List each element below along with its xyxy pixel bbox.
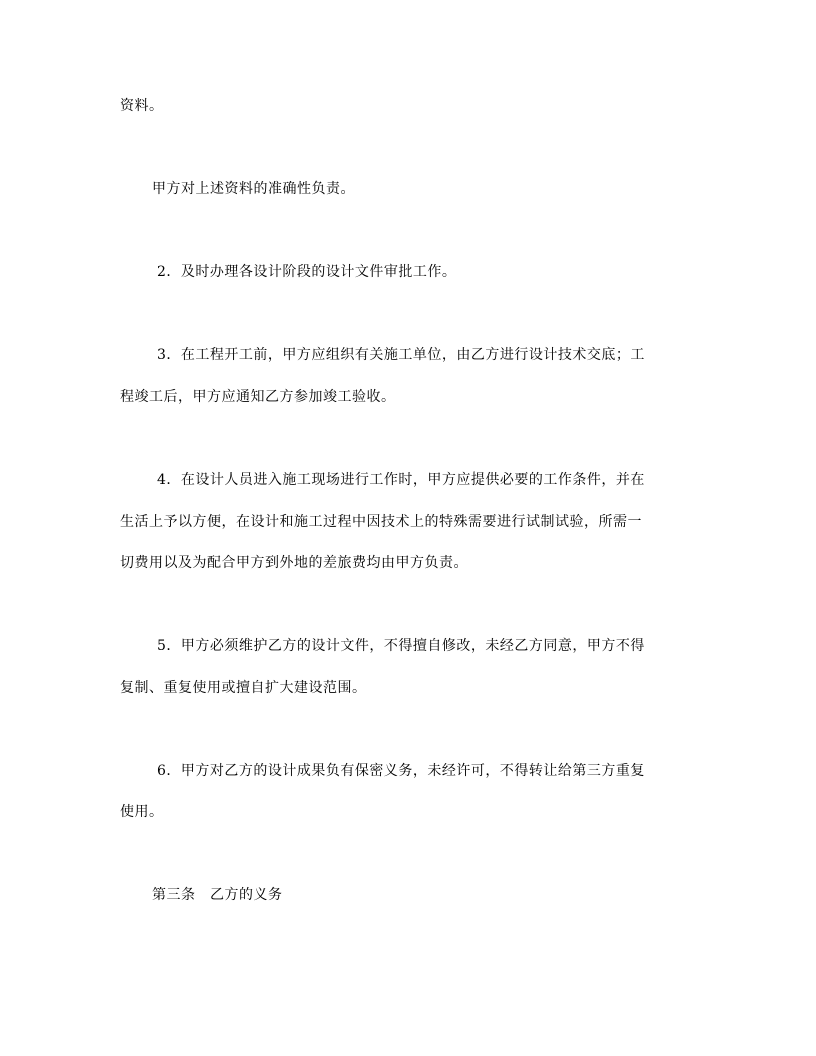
clause-item-6-cont: 使用。 bbox=[120, 804, 164, 820]
text-line-accuracy: 甲方对上述资料的准确性负责。 bbox=[152, 181, 355, 197]
text-line-continuation: 资料。 bbox=[120, 98, 164, 114]
section-heading-article-3: 第三条 乙方的义务 bbox=[152, 887, 283, 903]
clause-item-6: 6．甲方对乙方的设计成果负有保密义务，未经许可，不得转让给第三方重复 bbox=[157, 763, 645, 779]
clause-item-5: 5．甲方必须维护乙方的设计文件，不得擅自修改，未经乙方同意，甲方不得 bbox=[157, 638, 645, 654]
clause-item-4-cont-2: 切费用以及为配合甲方到外地的差旅费均由甲方负责。 bbox=[120, 555, 468, 571]
clause-item-4-cont-1: 生活上予以方便，在设计和施工过程中因技术上的特殊需要进行试制试验，所需一 bbox=[120, 514, 642, 530]
clause-item-5-cont: 复制、重复使用或擅自扩大建设范围。 bbox=[120, 680, 367, 696]
clause-item-3: 3．在工程开工前，甲方应组织有关施工单位，由乙方进行设计技术交底；工 bbox=[157, 347, 645, 363]
clause-item-2: 2．及时办理各设计阶段的设计文件审批工作。 bbox=[157, 264, 457, 280]
clause-item-4: 4．在设计人员进入施工现场进行工作时，甲方应提供必要的工作条件，并在 bbox=[157, 472, 645, 488]
clause-item-3-cont: 程竣工后，甲方应通知乙方参加竣工验收。 bbox=[120, 389, 396, 405]
